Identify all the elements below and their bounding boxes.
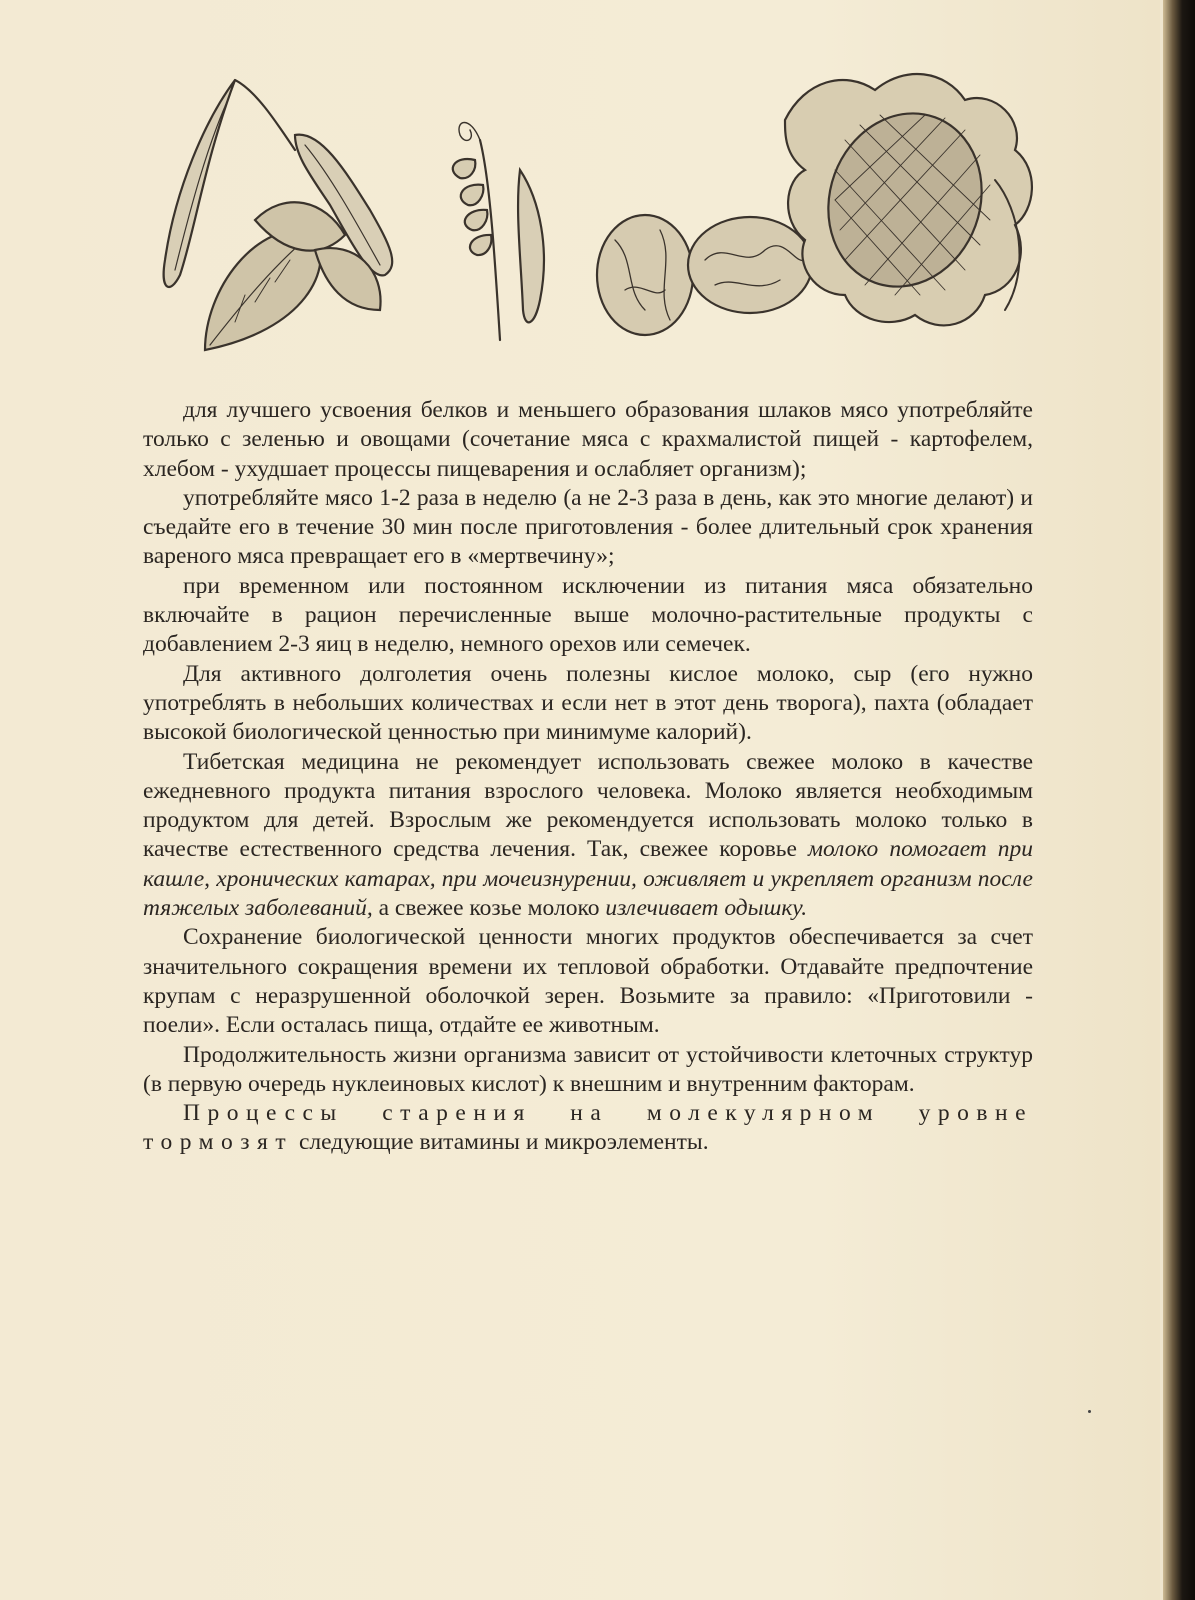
- walnut-icon: [688, 217, 812, 313]
- sunflower-icon: [785, 74, 1032, 325]
- walnut-icon: [597, 215, 693, 335]
- text-italic: излечивает одышку.: [605, 895, 808, 922]
- pea-pod-icon: [518, 170, 544, 322]
- text-normal: а свежее козье молоко: [372, 895, 606, 922]
- book-spine-shadow: [1163, 0, 1195, 1600]
- leaf-icon: [453, 159, 476, 178]
- speck: [1088, 1410, 1091, 1413]
- paragraph-meat-combination: для лучшего усвоения белков и меньшего образования шлаков мясо употребляйте только с зеленью и овощами (сочетание мяса с крахмалистой пищей - картофелем, хлебом - ухудшает процессы пищеварения и ослабляет организм);: [143, 397, 1033, 482]
- paragraph-aging-processes: [143, 1099, 1033, 1158]
- text-normal: следующие витамины и микроэлементы.: [293, 1129, 709, 1156]
- botanical-illustration: [145, 60, 1035, 360]
- paragraph-meat-frequency: употребляйте мясо 1-2 раза в неделю (а не 2-3 раза в день, как это многие делают) и съедайте его в течение 30 мин после приготовления - более длительный срок хранения вареного мяса превращает его в «мертвечину»;: [143, 484, 1033, 570]
- paragraph-meat-exclusion: при временном или постоянном исключении из питания мяса обязательно включайте в рацион перечисленные выше молочно-растительные продукты с добавлением 2-3 яиц в неделю, немного орехов или семечек.: [143, 572, 1033, 658]
- paragraph-cooking-time: Сохранение биологической ценности многих продуктов обеспечивается за счет значительного сокращения времени их тепловой обработки. Отдавайте предпочтение крупам с неразрушенной оболочкой зерен. Возьмите за правило: «Приготовили - поели». Если осталась пища, отдайте ее животным.: [143, 924, 1033, 1039]
- paragraph-cell-structures: Продолжительность жизни организма зависит от устойчивости клеточных структур (в первую очередь нуклеиновых кислот) к внешним и внутренним факторам.: [143, 1041, 1033, 1097]
- body-text: [143, 396, 1033, 1158]
- text-normal: Тибетская медицина не рекомендует использовать свежее молоко в качестве ежедневного продукта питания взрослого человека. Молоко является необходимым продуктом для детей. Взрослым же рекомендуется использовать молоко только в качестве естественного средства лечения. Так, свежее коровье: [143, 748, 1033, 863]
- paragraph-tibetan-milk: [143, 748, 1033, 924]
- leaf-icon: [461, 185, 484, 206]
- botanical-illustration-icon: [145, 60, 1035, 360]
- leaf-icon: [470, 235, 491, 255]
- text-italic: молоко помогает при кашле, хронических катарах, при мочеизнурении, оживляет и укрепляет организм после тяжелых заболеваний,: [143, 836, 1034, 922]
- leaf-icon: [465, 210, 488, 230]
- bean-pod-icon: [164, 80, 235, 287]
- text-spaced: Процессы старения на молекулярном уровне тормозят: [143, 1100, 1033, 1156]
- paragraph-dairy-longevity: Для активного долголетия очень полезны кислое молоко, сыр (его нужно употреблять в небольших количествах и если нет в этот день творога), пахта (обладает высокой биологической ценностью при минимуме калорий).: [143, 660, 1033, 746]
